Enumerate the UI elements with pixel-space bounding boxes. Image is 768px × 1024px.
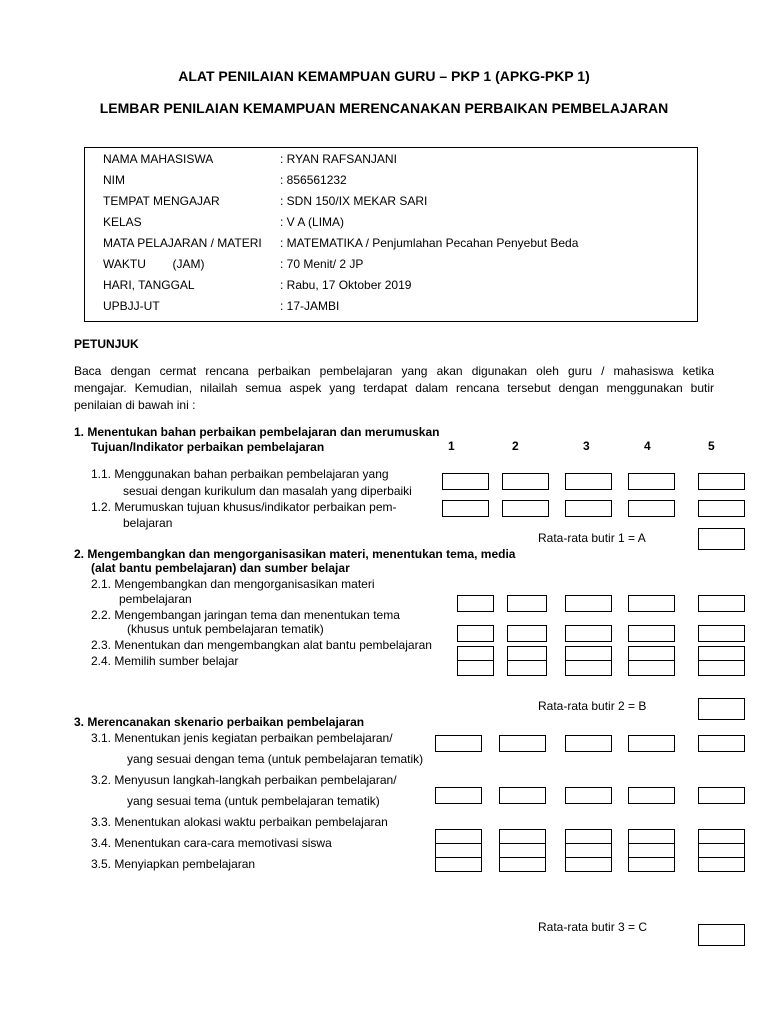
- average-1-box[interactable]: [698, 528, 745, 550]
- score-box-2-3-5[interactable]: [698, 646, 745, 661]
- info-label-upbjj: UPBJJ-UT: [103, 299, 160, 313]
- average-3-box[interactable]: [698, 924, 745, 946]
- page-subtitle: LEMBAR PENILAIAN KEMAMPUAN MERENCANAKAN PERBAIKAN PEMBELAJARAN: [99, 100, 669, 116]
- score-box-3-3-1[interactable]: [435, 829, 482, 844]
- score-box-1-2-2[interactable]: [502, 500, 549, 517]
- score-box-2-4-2[interactable]: [507, 660, 547, 676]
- score-box-3-4-3[interactable]: [565, 843, 612, 858]
- score-box-2-2-3[interactable]: [565, 625, 612, 642]
- info-value-upbjj: : 17-JAMBI: [280, 299, 340, 313]
- score-box-2-1-4[interactable]: [628, 595, 675, 612]
- score-box-2-1-5[interactable]: [698, 595, 745, 612]
- scale-2: 2: [512, 439, 519, 453]
- score-box-3-1-2[interactable]: [499, 735, 546, 752]
- score-box-2-1-2[interactable]: [507, 595, 547, 612]
- info-label-nim: NIM: [103, 173, 125, 187]
- score-box-3-2-4[interactable]: [628, 787, 675, 804]
- score-box-3-2-5[interactable]: [698, 787, 745, 804]
- score-box-3-5-2[interactable]: [499, 857, 546, 872]
- item-3-5: 3.5. Menyiapkan pembelajaran: [91, 857, 256, 871]
- petunjuk-line-1: Baca dengan cermat rencana perbaikan pembelajaran yang akan digunakan oleh guru / mahasiswa ketika: [74, 364, 714, 378]
- score-box-3-5-5[interactable]: [698, 857, 745, 872]
- average-2-box[interactable]: [698, 698, 745, 720]
- score-box-1-2-5[interactable]: [698, 500, 745, 517]
- score-box-3-5-3[interactable]: [565, 857, 612, 872]
- info-value-waktu: : 70 Menit/ 2 JP: [280, 257, 364, 271]
- item-1-1-cont: sesuai dengan kurikulum dan masalah yang diperbaiki: [123, 484, 412, 498]
- info-label-mapel: MATA PELAJARAN / MATERI: [103, 236, 262, 250]
- score-box-3-4-2[interactable]: [499, 843, 546, 858]
- item-3-3: 3.3. Menentukan alokasi waktu perbaikan pembelajaran: [91, 815, 388, 829]
- score-box-2-2-4[interactable]: [628, 625, 675, 642]
- score-box-1-1-4[interactable]: [628, 473, 675, 490]
- identity-box: [84, 147, 698, 322]
- score-box-3-3-4[interactable]: [628, 829, 675, 844]
- info-value-nim: : 856561232: [280, 173, 347, 187]
- score-box-3-4-1[interactable]: [435, 843, 482, 858]
- info-value-hari: : Rabu, 17 Oktober 2019: [280, 278, 412, 292]
- score-box-2-4-1[interactable]: [457, 660, 494, 676]
- scale-3: 3: [583, 439, 590, 453]
- score-box-3-1-4[interactable]: [628, 735, 675, 752]
- item-2-4: 2.4. Memilih sumber belajar: [91, 654, 239, 668]
- section-2-heading: 2. Mengembangkan dan mengorganisasikan materi, menentukan tema, media: [74, 547, 516, 561]
- average-3-label: Rata-rata butir 3 = C: [538, 920, 648, 934]
- info-label-kelas: KELAS: [103, 215, 142, 229]
- item-3-1-cont: yang sesuai dengan tema (untuk pembelajaran tematik): [127, 752, 424, 766]
- page-title: ALAT PENILAIAN KEMAMPUAN GURU – PKP 1 (APKG-PKP 1): [178, 68, 590, 84]
- info-value-nama: : RYAN RAFSANJANI: [280, 152, 397, 166]
- score-box-2-1-1[interactable]: [457, 595, 494, 612]
- item-2-1-cont: pembelajaran: [119, 592, 192, 606]
- item-2-2: 2.2. Mengembangan jaringan tema dan menentukan tema: [91, 608, 400, 622]
- score-box-3-3-3[interactable]: [565, 829, 612, 844]
- score-box-1-2-1[interactable]: [442, 500, 489, 517]
- info-label-tempat: TEMPAT MENGAJAR: [103, 194, 220, 208]
- score-box-3-2-3[interactable]: [565, 787, 612, 804]
- score-box-2-3-1[interactable]: [457, 646, 494, 661]
- section-1-heading: 1. Menentukan bahan perbaikan pembelajaran dan merumuskan: [74, 425, 440, 439]
- score-box-2-4-4[interactable]: [628, 660, 675, 676]
- item-3-4: 3.4. Menentukan cara-cara memotivasi siswa: [91, 836, 332, 850]
- petunjuk-line-2: mengajar. Kemudian, nilailah semua aspek yang terdapat dalam rencana tersebut dengan menggunakan butir: [74, 381, 714, 395]
- scale-4: 4: [644, 439, 651, 453]
- item-2-2-cont: (khusus untuk pembelajaran tematik): [127, 622, 324, 636]
- score-box-3-4-4[interactable]: [628, 843, 675, 858]
- info-label-nama: NAMA MAHASISWA: [103, 152, 214, 166]
- item-3-2: 3.2. Menyusun langkah-langkah perbaikan pembelajaran/: [91, 773, 397, 787]
- score-box-3-2-2[interactable]: [499, 787, 546, 804]
- score-box-3-3-5[interactable]: [698, 829, 745, 844]
- petunjuk-heading: PETUNJUK: [74, 337, 139, 351]
- score-box-2-2-5[interactable]: [698, 625, 745, 642]
- score-box-3-1-5[interactable]: [698, 735, 745, 752]
- score-box-2-1-3[interactable]: [565, 595, 612, 612]
- score-box-2-3-2[interactable]: [507, 646, 547, 661]
- item-1-2: 1.2. Merumuskan tujuan khusus/indikator perbaikan pem-: [91, 500, 397, 514]
- item-3-2-cont: yang sesuai tema (untuk pembelajaran tematik): [127, 794, 380, 808]
- score-box-2-4-5[interactable]: [698, 660, 745, 676]
- average-2-label: Rata-rata butir 2 = B: [538, 699, 647, 713]
- info-label-hari: HARI, TANGGAL: [103, 278, 195, 292]
- score-box-1-1-3[interactable]: [565, 473, 612, 490]
- score-box-3-3-2[interactable]: [499, 829, 546, 844]
- section-3-heading: 3. Merencanakan skenario perbaikan pembelajaran: [74, 715, 365, 729]
- score-box-3-1-1[interactable]: [435, 735, 482, 752]
- score-box-1-1-5[interactable]: [698, 473, 745, 490]
- score-box-3-5-1[interactable]: [435, 857, 482, 872]
- score-box-2-2-2[interactable]: [507, 625, 547, 642]
- score-box-1-2-3[interactable]: [565, 500, 612, 517]
- item-1-1: 1.1. Menggunakan bahan perbaikan pembelajaran yang: [91, 467, 389, 481]
- info-value-tempat: : SDN 150/IX MEKAR SARI: [280, 194, 428, 208]
- score-box-2-4-3[interactable]: [565, 660, 612, 676]
- item-2-3: 2.3. Menentukan dan mengembangkan alat bantu pembelajaran: [91, 638, 432, 652]
- item-3-1: 3.1. Menentukan jenis kegiatan perbaikan pembelajaran/: [91, 731, 393, 745]
- score-box-3-1-3[interactable]: [565, 735, 612, 752]
- score-box-1-2-4[interactable]: [628, 500, 675, 517]
- score-box-1-1-1[interactable]: [442, 473, 489, 490]
- score-box-1-1-2[interactable]: [502, 473, 549, 490]
- score-box-2-3-4[interactable]: [628, 646, 675, 661]
- section-2-heading-cont: (alat bantu pembelajaran) dan sumber belajar: [91, 561, 350, 575]
- petunjuk-line-3: penilaian di bawah ini :: [74, 398, 196, 412]
- info-value-kelas: : V A (LIMA): [280, 215, 345, 229]
- score-box-3-4-5[interactable]: [698, 843, 745, 858]
- score-box-3-2-1[interactable]: [435, 787, 482, 804]
- item-2-1: 2.1. Mengembangkan dan mengorganisasikan materi: [91, 577, 375, 591]
- scale-1: 1: [448, 439, 455, 453]
- info-value-mapel: : MATEMATIKA / Penjumlahan Pecahan Penyebut Beda: [280, 236, 579, 250]
- item-1-2-cont: belajaran: [123, 516, 173, 530]
- score-box-3-5-4[interactable]: [628, 857, 675, 872]
- score-box-2-3-3[interactable]: [565, 646, 612, 661]
- section-1-heading-cont: Tujuan/Indikator perbaikan pembelajaran: [91, 440, 325, 454]
- average-1-label: Rata-rata butir 1 = A: [538, 531, 646, 545]
- score-box-2-2-1[interactable]: [457, 625, 494, 642]
- scale-5: 5: [708, 439, 715, 453]
- info-label-waktu: WAKTU (JAM): [103, 257, 205, 271]
